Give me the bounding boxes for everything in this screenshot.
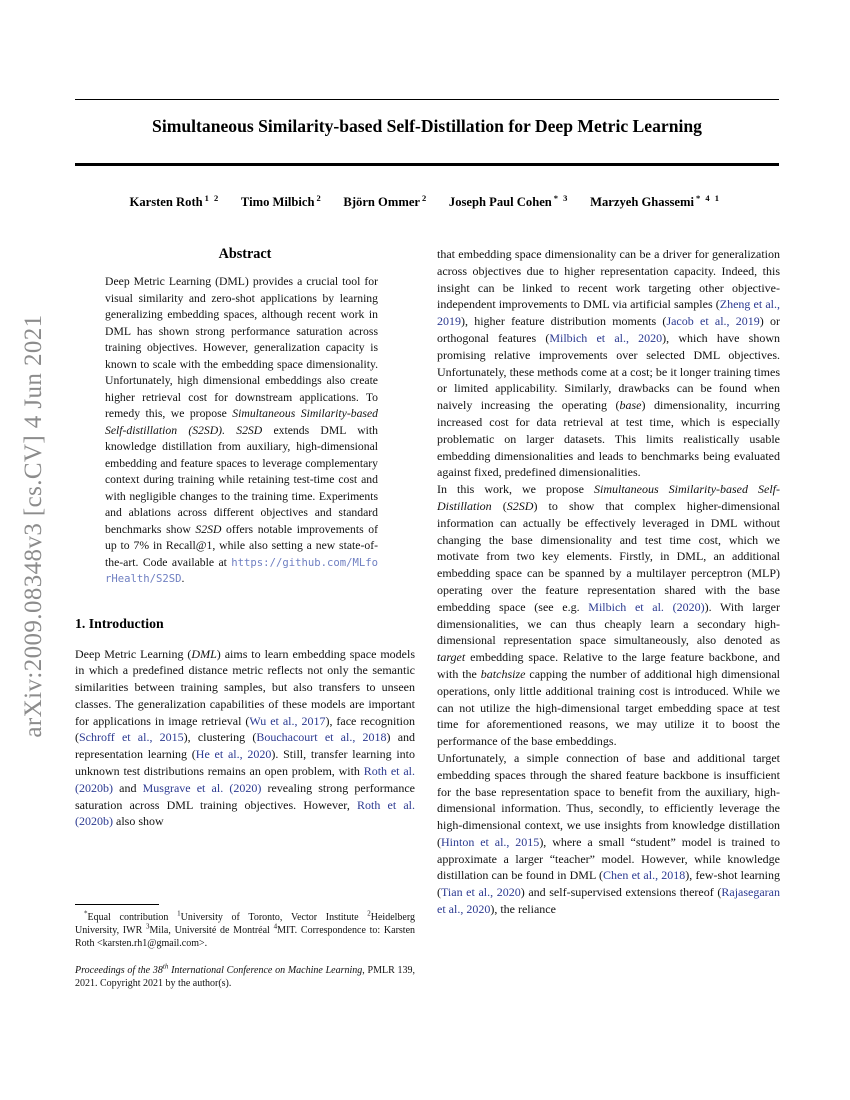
author-name: Karsten Roth	[129, 195, 203, 210]
text-run: Equal contribution	[87, 912, 178, 923]
left-column	[75, 246, 415, 830]
emphasis-text: Simultaneous Similarity-based Self-distillation (S2SD). S2SD	[105, 407, 378, 437]
text-run: ), higher feature distribution moments (	[461, 314, 667, 329]
citation-link[interactable]: Schroff et al., 2015	[79, 730, 184, 745]
citation-link[interactable]: Roth et al. (2020b)	[75, 764, 415, 795]
author-affiliation-marks: 2	[316, 193, 323, 203]
footnote-rule	[75, 904, 159, 905]
text-run: Deep Metric Learning (	[75, 646, 192, 661]
author	[590, 195, 720, 209]
text-run: ), the reliance	[490, 902, 556, 917]
author-name: Timo Milbich	[240, 195, 315, 210]
text-run: In this work, we propose	[437, 482, 595, 497]
column-paragraph	[437, 481, 780, 750]
citation-link[interactable]: Tian et al., 2020	[441, 885, 521, 900]
author	[343, 195, 427, 209]
text-run: embedding space. Relative to the large feature backbone, and with the	[437, 650, 780, 681]
author	[130, 195, 220, 209]
citation-link[interactable]: Rajasegaran et al., 2020	[437, 885, 780, 917]
author	[449, 195, 569, 209]
text-run: capping the number of additional high dimensional operations, only little additional training cost is introduced. While we can not utilize the high-dimensional target embedding space at test time for aforementioned reasons, we may utilize it to boost the performance of the base embeddings.	[437, 666, 781, 749]
citation-link[interactable]: Milbich et al. (2020)	[588, 599, 705, 614]
citation-link[interactable]: Roth et al. (2020b)	[75, 797, 415, 829]
title-rule-top	[75, 99, 779, 100]
text-run: and	[113, 780, 143, 795]
emphasis-text: base	[619, 398, 642, 413]
abstract-text	[75, 274, 415, 588]
citation-link[interactable]: Bouchacourt et al., 2018	[256, 730, 387, 745]
citation-link[interactable]: Wu et al., 2017	[249, 713, 326, 728]
emphasis-text: S2SD	[506, 498, 534, 513]
text-run: offers notable improvements of up to 7% in Recall@1, while also setting a new state-of-the-art. Code available at	[105, 522, 378, 569]
text-run: ), few-shot learning (	[437, 868, 780, 900]
text-run: ) to show that complex higher-dimensional information can actually be effectively leveraged in DML without changing the base dimensionality and test time cost, which we motivate from two key elements. Firstly, in DML, an additional embedding space can be spanned by a multilayer perceptron (MLP) operating over the feature representation shared with the base embedding space (see e.g.	[437, 498, 780, 614]
text-run: 3	[145, 922, 150, 931]
text-run: ). Still, transfer learning into unknown test distributions remains an open problem, with	[75, 747, 416, 779]
column-paragraph	[437, 750, 780, 918]
emphasis-text: Simultaneous Similarity-based Self-Distillation	[437, 482, 781, 513]
emphasis-text: DML	[191, 646, 217, 661]
text-run: ) aims to learn embedding space models in which a predefined distance metric reflects not only the semantic similarities between training samples, but also transfers to unseen classes. The generalization capabilities of these models are important for applications in image retrieval (	[75, 646, 415, 728]
text-run: extends DML with knowledge distillation from auxiliary, high-dimensional embedding and feature spaces to leverage complementary context during training while retaining test-time cost and with negligible changes to the training time. Experiments and ablations across different objectives and standard benchmarks show	[105, 423, 378, 536]
text-run: ) and self-supervised extensions thereof (	[520, 885, 722, 900]
text-run: 4	[273, 922, 278, 931]
citation-link[interactable]: Musgrave et al. (2020)	[142, 780, 262, 795]
emphasis-text: International Conference on Machine Learning	[168, 964, 363, 976]
text-run: ), face recognition (	[75, 713, 415, 745]
text-run: also show	[113, 814, 164, 829]
text-run: ), which have shown promising relative improvements over selected DML objectives. Unfortunately, these methods come at a cost; be it longer training times or limited applicability. Similarly, drawbacks can be found when naively increasing the operating (	[437, 330, 780, 413]
text-run: .	[181, 572, 185, 585]
text-run: 1	[177, 909, 181, 918]
emphasis-text: target	[437, 650, 466, 665]
citation-link[interactable]: Zheng et al., 2019	[437, 297, 780, 329]
section-heading-introduction: 1. Introduction	[75, 615, 164, 631]
emphasis-text: batchsize	[480, 666, 526, 681]
text-run: ), clustering (	[183, 730, 257, 745]
author-name: Marzyeh Ghassemi	[590, 195, 694, 210]
text-run: ) dimensionality, incurring increased cost for data retrieval at test time, which is especially problematic on larger datasets. This limits realistically usable embedding dimensionalities and leads to benchmarks being evaluated against fixed, predefined dimensionalities.	[437, 398, 780, 480]
author-affiliation-marks: * 3	[553, 193, 569, 203]
text-run: MIT. Correspondence to: Karsten Roth <karsten.rh1@gmail.com>.	[75, 925, 416, 950]
text-run: that embedding space dimensionality can be a driver for generalization across objectives due to higher representation capacity. Indeed, this insight can be linked to recent work targeting other objective-independent improvements to DML via artificial samples (	[437, 247, 780, 312]
arxiv-sidebar-label: arXiv:2009.08348v3 [cs.CV] 4 Jun 2021	[20, 314, 47, 738]
author-affiliation-marks: 2	[422, 193, 428, 203]
citation-link[interactable]: Milbich et al., 2020	[549, 330, 663, 345]
text-run: , PMLR 139, 2021. Copyright 2021 by the author(s).	[75, 964, 416, 989]
emphasis-text: S2SD	[195, 522, 222, 536]
text-run: Heidelberg University, IWR	[75, 912, 415, 937]
text-run: University of Toronto, Vector Institute	[180, 912, 368, 923]
text-run: *	[84, 909, 88, 918]
author-affiliation-marks: 1 2	[204, 193, 220, 203]
citation-link[interactable]: He et al., 2020	[195, 747, 272, 762]
title-rule-bottom	[75, 163, 779, 166]
proceedings-note	[75, 964, 415, 990]
text-run: Unfortunately, a simple connection of base and additional target embedding spaces through the shared feature backbone is insufficient for the base representation space to benefit from the auxiliary, high-dimensional information. Thus, secondly, to efficiently leverage the high-dimensional context, we use insights from knowledge distillation (	[437, 750, 780, 849]
text-run: 2	[367, 909, 371, 918]
text-run: Mila, Université de Montréal	[149, 925, 274, 937]
author	[241, 195, 322, 209]
author-name: Joseph Paul Cohen	[448, 195, 552, 210]
text-run: ) or orthogonal features (	[437, 314, 780, 345]
text-run: ), where a small “student” model is trained to approximate a larger “teacher” model. However, while knowledge distillation can be found in DML (	[437, 834, 780, 883]
text-run: ) and representation learning (	[75, 730, 416, 762]
right-column	[437, 246, 780, 918]
author-name: Björn Ommer	[343, 195, 421, 210]
citation-link[interactable]: Hinton et al., 2015	[441, 834, 540, 849]
text-run: revealing strong performance saturation across DML training objectives. However,	[75, 780, 416, 812]
footnote-block	[75, 904, 415, 990]
paper-title: Simultaneous Similarity-based Self-Distillation for Deep Metric Learning	[152, 116, 702, 136]
emphasis-text: th	[162, 962, 169, 971]
abstract-heading: Abstract	[218, 246, 272, 262]
column-paragraph	[437, 246, 780, 481]
citation-link[interactable]: Jacob et al., 2019	[666, 314, 760, 329]
text-run: ). With larger dimensionalities, we can thus cheaply learn a secondary high-dimensional representation space simultaneously, also denoted as	[437, 599, 780, 648]
text-run: (	[491, 498, 507, 513]
author-line	[40, 193, 810, 210]
author-affiliation-marks: * 4 1	[695, 193, 721, 203]
intro-paragraph	[75, 646, 415, 831]
affiliation-footnote	[75, 911, 415, 951]
code-repo-link[interactable]: https://github.com/MLforHealth/S2SD	[105, 556, 378, 585]
citation-link[interactable]: Chen et al., 2018	[603, 868, 686, 883]
text-run: Deep Metric Learning (DML) provides a crucial tool for visual similarity and zero-shot applications by learning generalizing embedding spaces, although recent work in DML has shown strong performance saturation across training objectives. However, generalization capacity is known to scale with the embedding space dimensionality. Unfortunately, high dimensional embeddings also create higher retrieval cost for downstream applications. To remedy this, we propose	[105, 275, 378, 420]
emphasis-text: Proceedings of the 38	[75, 964, 163, 976]
